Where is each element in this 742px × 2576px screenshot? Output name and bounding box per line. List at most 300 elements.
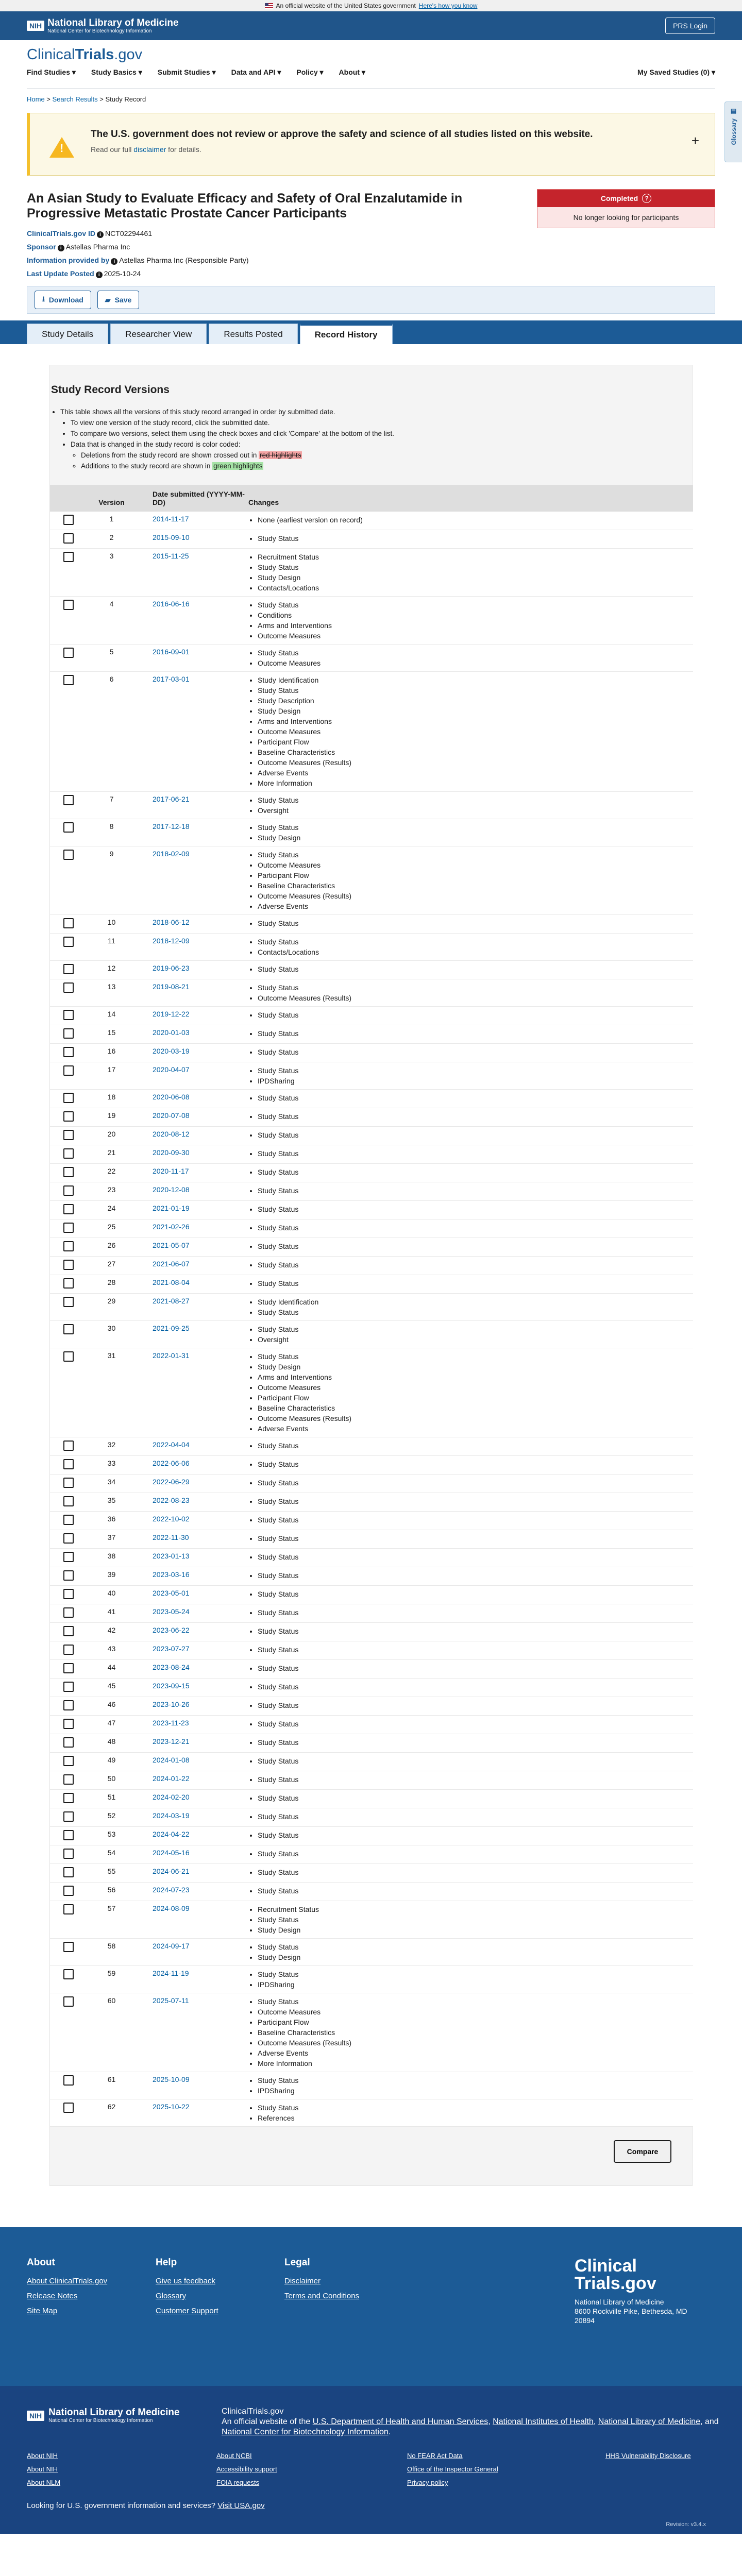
version-date-link[interactable]: 2021-02-26 — [153, 1223, 190, 1231]
version-checkbox[interactable] — [63, 1459, 74, 1469]
version-checkbox[interactable] — [63, 1241, 74, 1251]
date-cell — [136, 1790, 246, 1808]
version-checkbox[interactable] — [63, 1093, 74, 1103]
version-checkbox[interactable] — [63, 795, 74, 805]
changes-cell — [246, 1530, 693, 1549]
table-row — [50, 1456, 693, 1475]
version-date-link[interactable]: 2023-12-21 — [153, 1737, 190, 1745]
nav-study-basics[interactable]: Study Basics ▾ — [91, 68, 142, 76]
version-checkbox[interactable] — [63, 2075, 74, 2086]
expand-plus-icon[interactable]: + — [691, 133, 699, 148]
change-item: • Study Status — [258, 822, 693, 833]
change-item: • Study Status — [258, 918, 693, 928]
row-select-cell — [50, 1827, 87, 1845]
change-item: • Study Status — [258, 1260, 693, 1270]
info-icon[interactable]: i — [97, 231, 104, 238]
change-item: • Study Status — [258, 1607, 693, 1618]
history-title: Study Record Versions — [51, 384, 170, 396]
table-row — [50, 1883, 693, 1901]
version-checkbox[interactable] — [63, 1756, 74, 1766]
version-checkbox[interactable] — [63, 1774, 74, 1785]
row-select-cell — [50, 1201, 87, 1219]
version-checkbox[interactable] — [63, 1830, 74, 1840]
version-date-link[interactable]: 2024-09-17 — [153, 1942, 190, 1950]
version-date-link[interactable]: 2016-09-01 — [153, 648, 190, 656]
version-checkbox[interactable] — [63, 1663, 74, 1673]
changes-cell — [246, 846, 693, 915]
change-item: • Study Status — [258, 1459, 693, 1469]
changes-cell — [246, 1864, 693, 1883]
version-date-link[interactable]: 2021-06-07 — [153, 1260, 190, 1268]
row-select-cell — [50, 1275, 87, 1294]
row-select-cell — [50, 1145, 87, 1164]
row-select-cell — [50, 1475, 87, 1493]
version-checkbox[interactable] — [63, 1223, 74, 1233]
version-checkbox[interactable] — [63, 1260, 74, 1270]
version-checkbox[interactable] — [63, 1607, 74, 1618]
table-row — [50, 1475, 693, 1493]
version-date-link[interactable]: 2020-09-30 — [153, 1148, 190, 1157]
changes-cell — [246, 1238, 693, 1257]
table-row — [50, 934, 693, 961]
version-checkbox[interactable] — [63, 1065, 74, 1076]
nav-submit-studies[interactable]: Submit Studies ▾ — [157, 68, 216, 76]
nav-find-studies[interactable]: Find Studies ▾ — [27, 68, 76, 76]
version-date-link[interactable]: 2023-07-27 — [153, 1645, 190, 1653]
main-nav — [27, 68, 715, 77]
red-highlight-sample: red highlights — [260, 451, 301, 459]
footer-link[interactable]: Give us feedback — [156, 2277, 215, 2285]
table-row — [50, 1437, 693, 1456]
version-checkbox[interactable] — [63, 1719, 74, 1729]
version-checkbox[interactable] — [63, 1440, 74, 1451]
version-date-link[interactable]: 2019-12-22 — [153, 1010, 190, 1018]
changes-cell — [246, 1437, 693, 1456]
version-checkbox[interactable] — [63, 1351, 74, 1362]
version-date-link[interactable]: 2017-06-21 — [153, 795, 190, 803]
version-checkbox[interactable] — [63, 1589, 74, 1599]
footer-link[interactable]: About NIH — [27, 2452, 58, 2460]
change-item: • Participant Flow — [258, 737, 693, 747]
change-item: • Adverse Events — [258, 2048, 693, 2058]
version-number: 46 — [87, 1697, 136, 1716]
nih-logo: NIH — [27, 21, 44, 31]
row-select-cell — [50, 1493, 87, 1512]
version-checkbox[interactable] — [63, 1849, 74, 1859]
version-date-link[interactable]: 2019-06-23 — [153, 964, 190, 972]
table-row — [50, 1641, 693, 1660]
date-cell — [136, 915, 246, 934]
row-select-cell — [50, 961, 87, 979]
version-date-link[interactable]: 2025-10-22 — [153, 2103, 190, 2111]
version-checkbox[interactable] — [63, 1167, 74, 1177]
version-checkbox[interactable] — [63, 1111, 74, 1122]
version-date-link[interactable]: 2024-07-23 — [153, 1886, 190, 1894]
info-icon[interactable]: i — [96, 272, 103, 278]
version-checkbox[interactable] — [63, 1626, 74, 1636]
version-checkbox[interactable] — [63, 675, 74, 685]
nav-policy[interactable]: Policy ▾ — [296, 68, 324, 76]
nav-about[interactable]: About ▾ — [339, 68, 365, 76]
date-cell — [136, 1641, 246, 1660]
disclaimer-link[interactable]: disclaimer — [133, 145, 166, 154]
version-date-link[interactable]: 2018-12-09 — [153, 937, 190, 945]
version-date-link[interactable]: 2020-07-08 — [153, 1111, 190, 1120]
version-checkbox[interactable] — [63, 1886, 74, 1896]
version-checkbox[interactable] — [63, 1130, 74, 1140]
revision-text: Revision: v3.4.x — [0, 2521, 742, 2534]
version-date-link[interactable]: 2023-01-13 — [153, 1552, 190, 1560]
info-icon[interactable]: i — [111, 258, 117, 265]
usa-gov-link[interactable]: Visit USA.gov — [217, 2501, 265, 2510]
row-select-cell — [50, 1025, 87, 1044]
date-cell — [136, 1549, 246, 1567]
date-cell — [136, 1864, 246, 1883]
help-icon[interactable]: ? — [642, 194, 651, 203]
version-date-link[interactable]: 2017-12-18 — [153, 822, 190, 831]
changes-cell — [246, 1090, 693, 1108]
footer-link[interactable]: Terms and Conditions — [284, 2292, 360, 2300]
version-date-link[interactable]: 2023-06-22 — [153, 1626, 190, 1634]
info-icon[interactable]: i — [58, 245, 64, 251]
date-cell — [136, 1567, 246, 1586]
change-item: • Study Status — [258, 1047, 693, 1057]
version-date-link[interactable]: 2023-11-23 — [153, 1719, 189, 1727]
change-item: • Outcome Measures — [258, 631, 693, 641]
version-date-link[interactable]: 2021-08-04 — [153, 1278, 190, 1286]
version-checkbox[interactable] — [63, 1324, 74, 1334]
date-cell — [136, 934, 246, 961]
row-select-cell — [50, 819, 87, 846]
date-cell — [136, 1348, 246, 1437]
nih-link[interactable]: National Institutes of Health — [493, 2417, 594, 2426]
version-date-link[interactable]: 2018-06-12 — [153, 918, 190, 926]
version-checkbox[interactable] — [63, 648, 74, 658]
version-checkbox[interactable] — [63, 600, 74, 610]
footer-link[interactable]: About NLM — [27, 2479, 61, 2486]
version-date-link[interactable]: 2024-04-22 — [153, 1830, 190, 1838]
version-checkbox[interactable] — [63, 1515, 74, 1525]
version-date-link[interactable]: 2019-08-21 — [153, 982, 190, 991]
version-date-link[interactable]: 2025-07-11 — [153, 1996, 189, 2005]
version-date-link[interactable]: 2018-02-09 — [153, 850, 190, 858]
changes-cell — [246, 792, 693, 819]
row-select-cell — [50, 1993, 87, 2072]
version-number: 20 — [87, 1127, 136, 1145]
version-date-link[interactable]: 2024-02-20 — [153, 1793, 190, 1801]
table-row — [50, 1697, 693, 1716]
version-checkbox[interactable] — [63, 1904, 74, 1914]
version-date-link[interactable]: 2025-10-09 — [153, 2075, 190, 2083]
version-number: 7 — [87, 792, 136, 819]
version-checkbox[interactable] — [63, 1996, 74, 2007]
version-date-link[interactable]: 2023-09-15 — [153, 1682, 190, 1690]
version-date-link[interactable]: 2021-09-25 — [153, 1324, 190, 1332]
header-changes: Changes — [246, 485, 693, 512]
version-date-link[interactable]: 2015-09-10 — [153, 533, 190, 541]
table-row — [50, 1939, 693, 1966]
change-item: • Adverse Events — [258, 901, 693, 911]
version-checkbox[interactable] — [63, 1552, 74, 1562]
footer-nlm-logo[interactable] — [27, 2408, 180, 2424]
change-item: • Study Status — [258, 1307, 693, 1317]
heres-how-link[interactable]: Here's how you know — [418, 2, 478, 9]
footer-link[interactable]: Release Notes — [27, 2292, 78, 2300]
version-checkbox[interactable] — [63, 1533, 74, 1544]
nlm-link[interactable]: National Library of Medicine — [598, 2417, 701, 2426]
nav-saved-studies[interactable]: My Saved Studies (0) ▾ — [637, 68, 715, 76]
table-row — [50, 1549, 693, 1567]
table-row — [50, 979, 693, 1007]
date-cell — [136, 1901, 246, 1939]
version-checkbox[interactable] — [63, 515, 74, 525]
version-checkbox[interactable] — [63, 1496, 74, 1506]
version-date-link[interactable]: 2024-01-08 — [153, 1756, 190, 1764]
version-checkbox[interactable] — [63, 1969, 74, 1979]
changes-cell — [246, 1182, 693, 1201]
version-checkbox[interactable] — [63, 1204, 74, 1214]
version-date-link[interactable]: 2020-04-07 — [153, 1065, 190, 1074]
intro-line-additions: ◦ Additions to the study record are shown in green highlights — [81, 461, 692, 471]
change-item: • Study Status — [258, 1440, 693, 1451]
changes-cell — [246, 1716, 693, 1734]
download-button[interactable]: ⭳ Download — [35, 291, 91, 309]
version-number: 9 — [87, 846, 136, 915]
version-date-link[interactable]: 2022-08-23 — [153, 1496, 190, 1504]
nav-data-api[interactable]: Data and API ▾ — [231, 68, 281, 76]
footer-link[interactable]: Glossary — [156, 2292, 187, 2300]
version-date-link[interactable]: 2021-05-07 — [153, 1241, 190, 1249]
table-row — [50, 1108, 693, 1127]
changes-cell — [246, 2072, 693, 2099]
ncbi-link[interactable]: National Center for Biotechnology Information — [222, 2428, 389, 2436]
date-cell — [136, 1883, 246, 1901]
version-checkbox[interactable] — [63, 1478, 74, 1488]
clinicaltrials-logo[interactable] — [27, 46, 142, 63]
version-date-link[interactable]: 2024-03-19 — [153, 1811, 190, 1820]
table-row — [50, 512, 693, 530]
change-item: • Arms and Interventions — [258, 1372, 693, 1382]
nlm-name: National Library of Medicine — [47, 17, 179, 28]
version-date-link[interactable]: 2024-05-16 — [153, 1849, 190, 1857]
version-checkbox[interactable] — [63, 1793, 74, 1803]
row-select-cell — [50, 1348, 87, 1437]
version-date-link[interactable]: 2020-01-03 — [153, 1028, 190, 1037]
version-number: 57 — [87, 1901, 136, 1939]
version-checkbox[interactable] — [63, 1737, 74, 1748]
change-item: • Outcome Measures — [258, 726, 693, 737]
footer-address: National Library of Medicine 8600 Rockville Pike, Bethesda, MD 20894 — [575, 2298, 687, 2325]
version-checkbox[interactable] — [63, 1028, 74, 1039]
date-cell — [136, 597, 246, 645]
tab-results-posted[interactable]: Results Posted — [209, 324, 297, 344]
change-item: • More Information — [258, 2058, 693, 2069]
table-row — [50, 1827, 693, 1845]
footer-link[interactable]: About NCBI — [216, 2452, 252, 2460]
version-number: 10 — [87, 915, 136, 934]
change-item: • Recruitment Status — [258, 552, 693, 562]
version-checkbox[interactable] — [63, 964, 74, 974]
version-checkbox[interactable] — [63, 552, 74, 562]
date-cell — [136, 1062, 246, 1090]
version-checkbox[interactable] — [63, 1185, 74, 1196]
row-select-cell — [50, 1939, 87, 1966]
change-item: • Study Status — [258, 1793, 693, 1803]
version-date-link[interactable]: 2022-06-29 — [153, 1478, 190, 1486]
version-date-link[interactable]: 2022-06-06 — [153, 1459, 190, 1467]
version-date-link[interactable]: 2020-11-17 — [153, 1167, 189, 1175]
breadcrumb-search-results[interactable]: Search Results — [52, 95, 98, 103]
version-checkbox[interactable] — [63, 982, 74, 993]
version-date-link[interactable]: 2017-03-01 — [153, 675, 190, 683]
row-select-cell — [50, 1716, 87, 1734]
version-date-link[interactable]: 2023-05-01 — [153, 1589, 190, 1597]
disclaimer-text: Read our full disclaimer for details. — [91, 145, 201, 154]
change-item: • Study Design — [258, 572, 693, 583]
version-date-link[interactable]: 2022-01-31 — [153, 1351, 190, 1360]
version-date-link[interactable]: 2021-01-19 — [153, 1204, 190, 1212]
table-row — [50, 1790, 693, 1808]
version-date-link[interactable]: 2022-10-02 — [153, 1515, 190, 1523]
version-checkbox[interactable] — [63, 1867, 74, 1877]
version-date-link[interactable]: 2014-11-17 — [153, 515, 189, 523]
footer-link[interactable]: HHS Vulnerability Disclosure — [605, 2452, 691, 2460]
footer-link[interactable]: Disclaimer — [284, 2277, 321, 2285]
version-date-link[interactable]: 2024-01-22 — [153, 1774, 190, 1783]
version-checkbox[interactable] — [63, 937, 74, 947]
changes-cell — [246, 645, 693, 672]
tab-study-details[interactable]: Study Details — [27, 324, 108, 344]
change-item: • Contacts/Locations — [258, 583, 693, 593]
version-checkbox[interactable] — [63, 1047, 74, 1057]
table-row — [50, 1845, 693, 1864]
save-icon: ▰ — [105, 295, 111, 304]
version-checkbox[interactable] — [63, 1700, 74, 1710]
date-cell — [136, 672, 246, 792]
version-date-link[interactable]: 2016-06-16 — [153, 600, 190, 608]
version-date-link[interactable]: 2021-08-27 — [153, 1297, 190, 1305]
version-checkbox[interactable] — [63, 2103, 74, 2113]
version-date-link[interactable]: 2020-12-08 — [153, 1185, 190, 1194]
footer-link[interactable]: Privacy policy — [407, 2479, 448, 2486]
footer-link[interactable]: About ClinicalTrials.gov — [27, 2277, 108, 2285]
version-checkbox[interactable] — [63, 1682, 74, 1692]
footer-legal-title: Legal — [284, 2257, 310, 2268]
version-number: 35 — [87, 1493, 136, 1512]
changes-cell — [246, 915, 693, 934]
table-row — [50, 1201, 693, 1219]
table-row — [50, 549, 693, 597]
version-checkbox[interactable] — [63, 1570, 74, 1581]
version-date-link[interactable]: 2023-03-16 — [153, 1570, 190, 1579]
row-select-cell — [50, 1530, 87, 1549]
changes-cell — [246, 1771, 693, 1790]
version-date-link[interactable]: 2024-06-21 — [153, 1867, 190, 1875]
version-checkbox[interactable] — [63, 1278, 74, 1289]
tab-record-history[interactable]: Record History — [300, 324, 393, 344]
footer-link[interactable]: About NIH — [27, 2465, 58, 2473]
compare-button[interactable]: Compare — [614, 2140, 671, 2163]
table-row — [50, 1530, 693, 1549]
date-cell — [136, 1512, 246, 1530]
row-select-cell — [50, 1567, 87, 1586]
changes-cell — [246, 1025, 693, 1044]
changes-cell — [246, 1567, 693, 1586]
footer-link[interactable]: FOIA requests — [216, 2479, 260, 2486]
version-checkbox[interactable] — [63, 1645, 74, 1655]
version-checkbox[interactable] — [63, 1010, 74, 1020]
version-date-link[interactable]: 2015-11-25 — [153, 552, 189, 560]
change-item: • Study Design — [258, 1362, 693, 1372]
version-date-link[interactable]: 2020-03-19 — [153, 1047, 190, 1055]
version-date-link[interactable]: 2022-04-04 — [153, 1440, 190, 1449]
footer-ncbi-name: National Center for Biotechnology Information — [48, 2418, 153, 2424]
date-cell — [136, 1939, 246, 1966]
tab-researcher-view[interactable]: Researcher View — [110, 324, 207, 344]
date-cell — [136, 1108, 246, 1127]
version-date-link[interactable]: 2022-11-30 — [153, 1533, 189, 1541]
status-box — [537, 189, 715, 228]
version-date-link[interactable]: 2023-08-24 — [153, 1663, 190, 1671]
version-checkbox[interactable] — [63, 533, 74, 544]
version-date-link[interactable]: 2020-06-08 — [153, 1093, 190, 1101]
change-item: • Study Status — [258, 1700, 693, 1710]
version-date-link[interactable]: 2024-11-19 — [153, 1969, 189, 1977]
footer-link[interactable]: Customer Support — [156, 2307, 218, 2315]
save-button[interactable]: ▰ Save — [97, 291, 139, 309]
table-row — [50, 1512, 693, 1530]
version-date-link[interactable]: 2023-05-24 — [153, 1607, 190, 1616]
table-row — [50, 1164, 693, 1182]
change-item: • Arms and Interventions — [258, 716, 693, 726]
change-item: • Outcome Measures — [258, 2007, 693, 2017]
version-date-link[interactable]: 2024-08-09 — [153, 1904, 190, 1912]
row-select-cell — [50, 915, 87, 934]
version-checkbox[interactable] — [63, 1942, 74, 1952]
change-item: • Study Identification — [258, 1297, 693, 1307]
version-checkbox[interactable] — [63, 1297, 74, 1307]
footer-link[interactable]: Accessibility support — [216, 2465, 277, 2473]
version-checkbox[interactable] — [63, 822, 74, 833]
change-item: • Baseline Characteristics — [258, 747, 693, 757]
nlm-logo[interactable] — [27, 18, 179, 34]
version-date-link[interactable]: 2020-08-12 — [153, 1130, 190, 1138]
version-checkbox[interactable] — [63, 1811, 74, 1822]
table-row — [50, 1127, 693, 1145]
changes-cell — [246, 1660, 693, 1679]
version-date-link[interactable]: 2023-10-26 — [153, 1700, 190, 1708]
footer-link[interactable]: No FEAR Act Data — [407, 2452, 463, 2460]
version-number: 21 — [87, 1145, 136, 1164]
version-checkbox[interactable] — [63, 850, 74, 860]
version-number: 25 — [87, 1219, 136, 1238]
version-number: 40 — [87, 1586, 136, 1604]
version-checkbox[interactable] — [63, 918, 74, 928]
hhs-link[interactable]: U.S. Department of Health and Human Services — [312, 2417, 488, 2426]
prs-login-button[interactable]: PRS Login — [665, 18, 715, 34]
glossary-tab[interactable] — [724, 101, 742, 162]
breadcrumb-home[interactable]: Home — [27, 95, 45, 103]
footer-link[interactable]: Office of the Inspector General — [407, 2465, 498, 2473]
row-select-cell — [50, 1734, 87, 1753]
date-cell — [136, 1623, 246, 1641]
version-checkbox[interactable] — [63, 1148, 74, 1159]
date-cell — [136, 1164, 246, 1182]
changes-cell — [246, 1993, 693, 2072]
footer-logo-line2: Trials.gov — [575, 2274, 656, 2293]
footer-link[interactable]: Site Map — [27, 2307, 58, 2315]
version-number: 37 — [87, 1530, 136, 1549]
